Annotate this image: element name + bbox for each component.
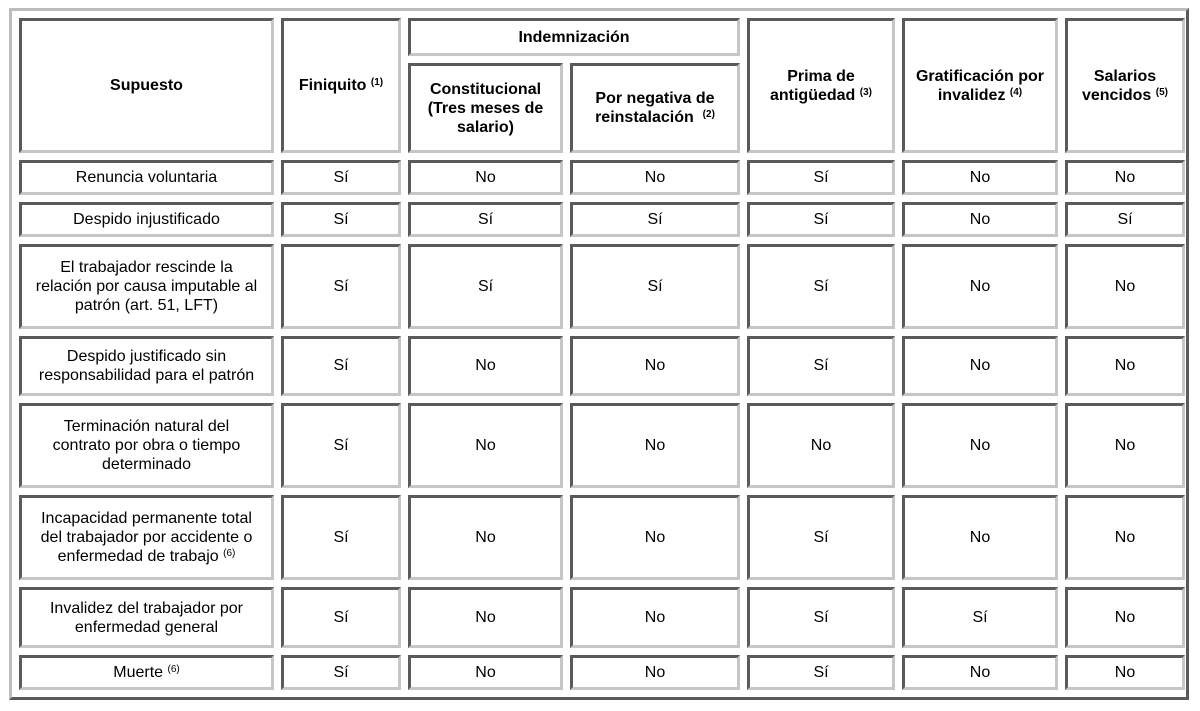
cell-constitucional: No	[408, 336, 563, 397]
row-label	[19, 587, 274, 648]
table-body	[19, 160, 1185, 690]
cell-salarios-vencidos: No	[1065, 655, 1185, 690]
table-row	[19, 587, 1185, 648]
cell-finiquito: Sí	[281, 336, 401, 397]
row-label	[19, 403, 274, 488]
table-row	[19, 495, 1185, 580]
row-label	[19, 655, 274, 690]
cell-negativa-reinstalacion: Sí	[570, 202, 740, 237]
cell-prima-antiguedad: Sí	[747, 244, 895, 329]
row-label	[19, 160, 274, 195]
footnote-ref: (5)	[1155, 86, 1169, 98]
cell-constitucional: No	[408, 495, 563, 580]
row-label-line: relación por causa imputable al	[35, 277, 258, 295]
row-label-line: Muerte	[113, 664, 164, 682]
cell-constitucional: Sí	[408, 202, 563, 237]
cell-negativa-reinstalacion: No	[570, 336, 740, 397]
header-supuesto: Supuesto	[19, 18, 274, 153]
header-indemnizacion: Indemnización	[408, 18, 740, 56]
table-row	[19, 655, 1185, 690]
cell-salarios-vencidos: No	[1065, 403, 1185, 488]
cell-negativa-reinstalacion: No	[570, 587, 740, 648]
cell-prima-antiguedad: Sí	[747, 587, 895, 648]
cell-gratificacion-invalidez: No	[902, 244, 1058, 329]
row-label	[19, 202, 274, 237]
cell-finiquito: Sí	[281, 655, 401, 690]
cell-finiquito: Sí	[281, 202, 401, 237]
header-constitucional: Constitucional (Tres meses de salario)	[408, 63, 563, 153]
row-label-line: Incapacidad permanente total	[41, 510, 252, 528]
liquidation-table	[12, 11, 1192, 697]
footnote-ref: (4)	[1009, 86, 1023, 98]
footnote-ref: (6)	[223, 548, 236, 560]
cell-negativa-reinstalacion: No	[570, 403, 740, 488]
cell-negativa-reinstalacion: No	[570, 160, 740, 195]
cell-gratificacion-invalidez: No	[902, 202, 1058, 237]
cell-negativa-reinstalacion: No	[570, 495, 740, 580]
cell-finiquito: Sí	[281, 403, 401, 488]
cell-salarios-vencidos: No	[1065, 495, 1185, 580]
header-salarios-vencidos: Salarios vencidos $^{(5)}$	[1065, 18, 1185, 153]
cell-finiquito: Sí	[281, 495, 401, 580]
table-row	[19, 336, 1185, 397]
row-label	[19, 244, 274, 329]
row-label-line: patrón (art. 51, LFT)	[74, 296, 219, 314]
table-row	[19, 160, 1185, 195]
row-label	[19, 336, 274, 397]
cell-constitucional: No	[408, 403, 563, 488]
cell-negativa-reinstalacion: No	[570, 655, 740, 690]
cell-gratificacion-invalidez: No	[902, 655, 1058, 690]
cell-constitucional: Sí	[408, 244, 563, 329]
cell-finiquito: Sí	[281, 587, 401, 648]
row-label-line: enfermedad general	[74, 618, 219, 636]
row-label-line: determinado	[102, 456, 191, 474]
cell-prima-antiguedad: Sí	[747, 495, 895, 580]
header-negativa-reinstalacion: Por negativa de reinstalación $^{(2)}$	[570, 63, 740, 153]
cell-salarios-vencidos: Sí	[1065, 202, 1185, 237]
cell-constitucional: No	[408, 160, 563, 195]
footnote-ref: (6)	[167, 664, 180, 676]
cell-gratificacion-invalidez: Sí	[902, 587, 1058, 648]
cell-gratificacion-invalidez: No	[902, 336, 1058, 397]
row-label-line: contrato por obra o tiempo	[52, 437, 241, 455]
table-row	[19, 244, 1185, 329]
cell-gratificacion-invalidez: No	[902, 160, 1058, 195]
row-label	[19, 495, 274, 580]
row-label-line: Renuncia voluntaria	[75, 168, 218, 186]
liquidation-table-frame	[9, 8, 1189, 700]
header-finiquito: Finiquito $^{(1)}$	[281, 18, 401, 153]
cell-prima-antiguedad: Sí	[747, 202, 895, 237]
cell-prima-antiguedad: Sí	[747, 336, 895, 397]
row-label-line: Despido injustificado	[73, 210, 220, 228]
cell-gratificacion-invalidez: No	[902, 495, 1058, 580]
row-label-line: El trabajador rescinde la	[60, 258, 233, 276]
cell-gratificacion-invalidez: No	[902, 403, 1058, 488]
row-label-line: responsabilidad para el patrón	[38, 366, 255, 384]
footnote-ref: (3)	[859, 86, 873, 98]
row-label-line: Invalidez del trabajador por	[49, 599, 243, 617]
row-label-line: enfermedad de trabajo	[57, 548, 219, 566]
row-label-line: del trabajador por accidente o	[40, 529, 253, 547]
table-row	[19, 202, 1185, 237]
cell-prima-antiguedad: Sí	[747, 160, 895, 195]
cell-negativa-reinstalacion: Sí	[570, 244, 740, 329]
footnote-ref: (2)	[702, 109, 715, 120]
row-label-line: Despido justificado sin	[66, 347, 227, 365]
cell-finiquito: Sí	[281, 244, 401, 329]
cell-salarios-vencidos: No	[1065, 160, 1185, 195]
cell-constitucional: No	[408, 655, 563, 690]
cell-salarios-vencidos: No	[1065, 587, 1185, 648]
cell-salarios-vencidos: No	[1065, 336, 1185, 397]
cell-finiquito: Sí	[281, 160, 401, 195]
cell-constitucional: No	[408, 587, 563, 648]
cell-salarios-vencidos: No	[1065, 244, 1185, 329]
cell-prima-antiguedad: No	[747, 403, 895, 488]
row-label-line: Terminación natural del	[63, 418, 230, 436]
header-gratificacion-invalidez: Gratificación por invalidez $^{(4)}$	[902, 18, 1058, 153]
table-row	[19, 403, 1185, 488]
header-prima-antiguedad: Prima de antigüedad $^{(3)}$	[747, 18, 895, 153]
footnote-ref: (1)	[370, 77, 384, 88]
cell-prima-antiguedad: Sí	[747, 655, 895, 690]
